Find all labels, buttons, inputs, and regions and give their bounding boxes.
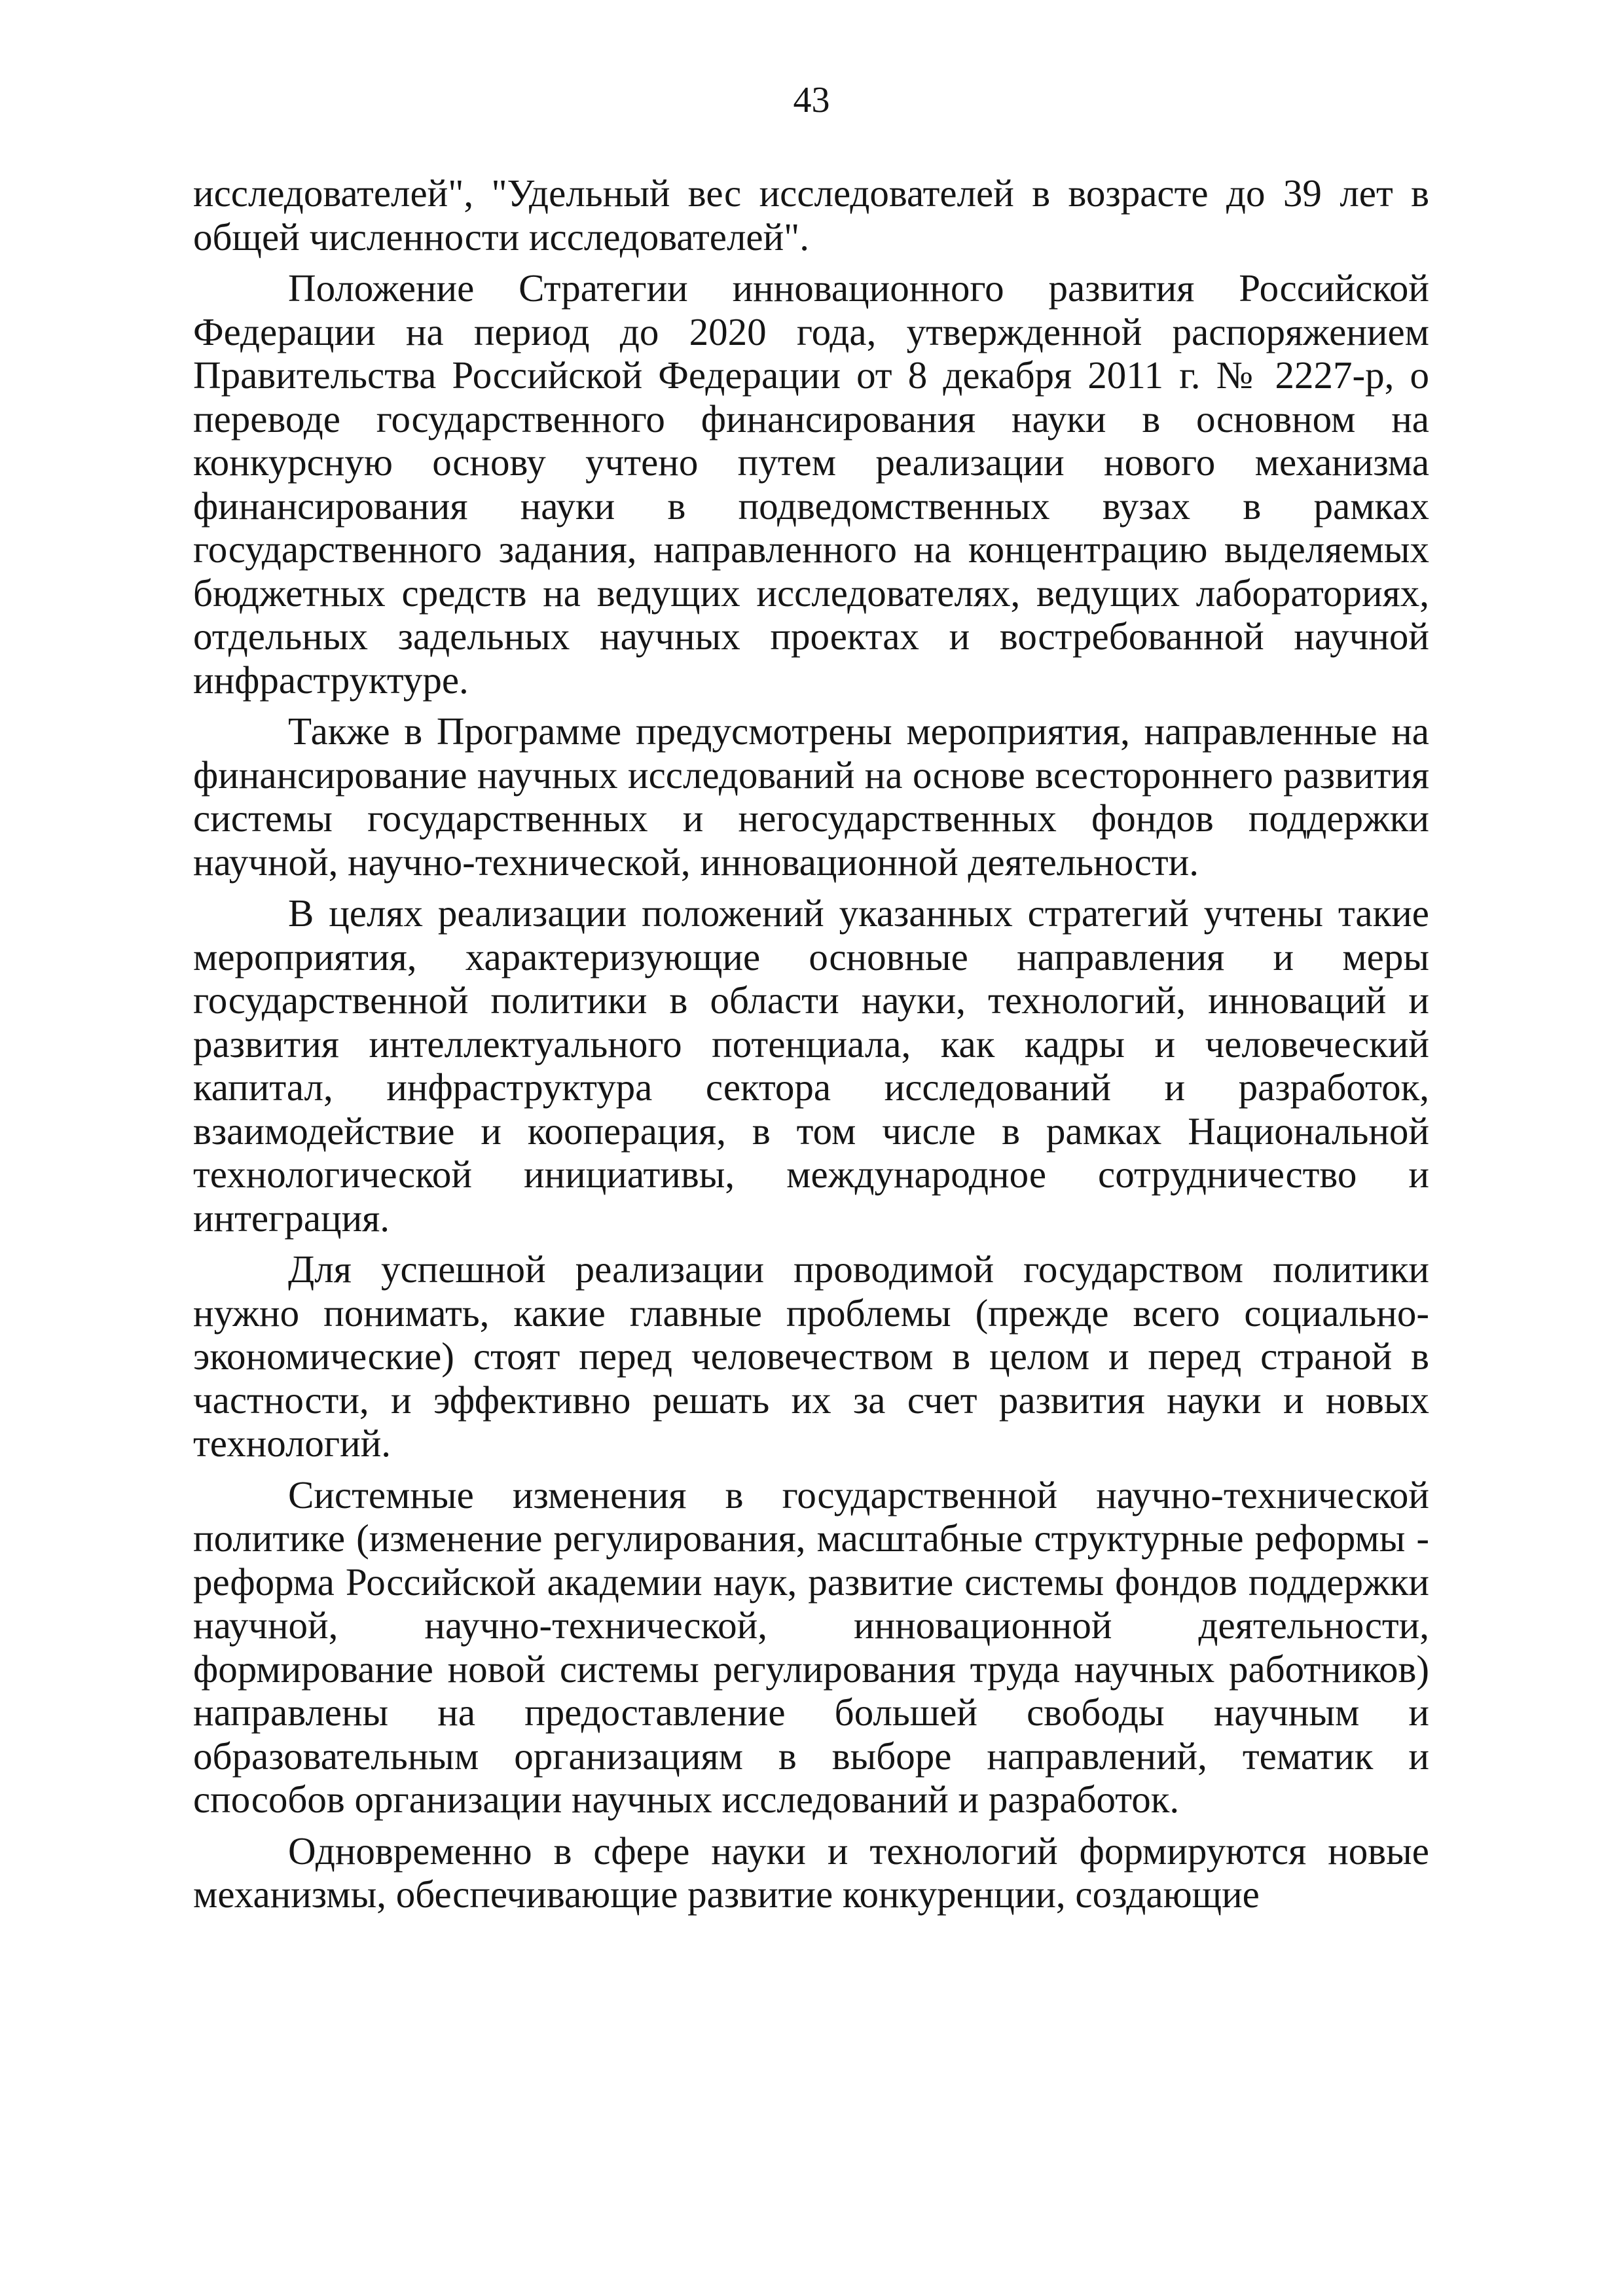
paragraph-3: Также в Программе предусмотрены мероприятия, направленные на финансирование научных исследований на основе всестороннего развития системы государственных и негосударственных фондов поддержки научной, научно-технической, инновационной деятельности. — [193, 709, 1429, 884]
paragraph-7: Одновременно в сфере науки и технологий формируются новые механизмы, обеспечивающие развитие конкуренции, создающие — [193, 1829, 1429, 1916]
page-number: 43 — [793, 80, 830, 120]
paragraph-6: Системные изменения в государственной научно-технической политике (изменение регулирования, масштабные структурные реформы - реформа Российской академии наук, развитие системы фондов поддержки научной, научно-технической, инновационной деятельности, формирование новой системы регулирования труда научных работников) направлены на предоставление большей свободы научным и образовательным организациям в выборе направлений, тематик и способов организации научных исследований и разработок. — [193, 1473, 1429, 1821]
document-body — [193, 171, 1429, 1916]
paragraph-5: Для успешной реализации проводимой государством политики нужно понимать, какие главные проблемы (прежде всего социально-экономические) стоят перед человечеством в целом и перед страной в частности, и эффективно решать их за счет развития науки и новых технологий. — [193, 1247, 1429, 1465]
paragraph-4: В целях реализации положений указанных стратегий учтены такие мероприятия, характеризующие основные направления и меры государственной политики в области науки, технологий, инноваций и развития интеллектуального потенциала, как кадры и человеческий капитал, инфраструктура сектора исследований и разработок, взаимодействие и кооперация, в том числе в рамках Национальной технологической инициативы, международное сотрудничество и интеграция. — [193, 891, 1429, 1240]
paragraph-2: Положение Стратегии инновационного развития Российской Федерации на период до 2020 года, утвержденной распоряжением Правительства Российской Федерации от 8 декабря 2011 г. № 2227-р, о переводе государственного финансирования науки в основном на конкурсную основу учтено путем реализации нового механизма финансирования науки в подведомственных вузах в рамках государственного задания, направленного на концентрацию выделяемых бюджетных средств на ведущих исследователях, ведущих лабораториях, отдельных задельных научных проектах и востребованной научной инфраструктуре. — [193, 266, 1429, 702]
paragraph-1: исследователей", "Удельный вес исследователей в возрасте до 39 лет в общей численности исследователей". — [193, 171, 1429, 259]
